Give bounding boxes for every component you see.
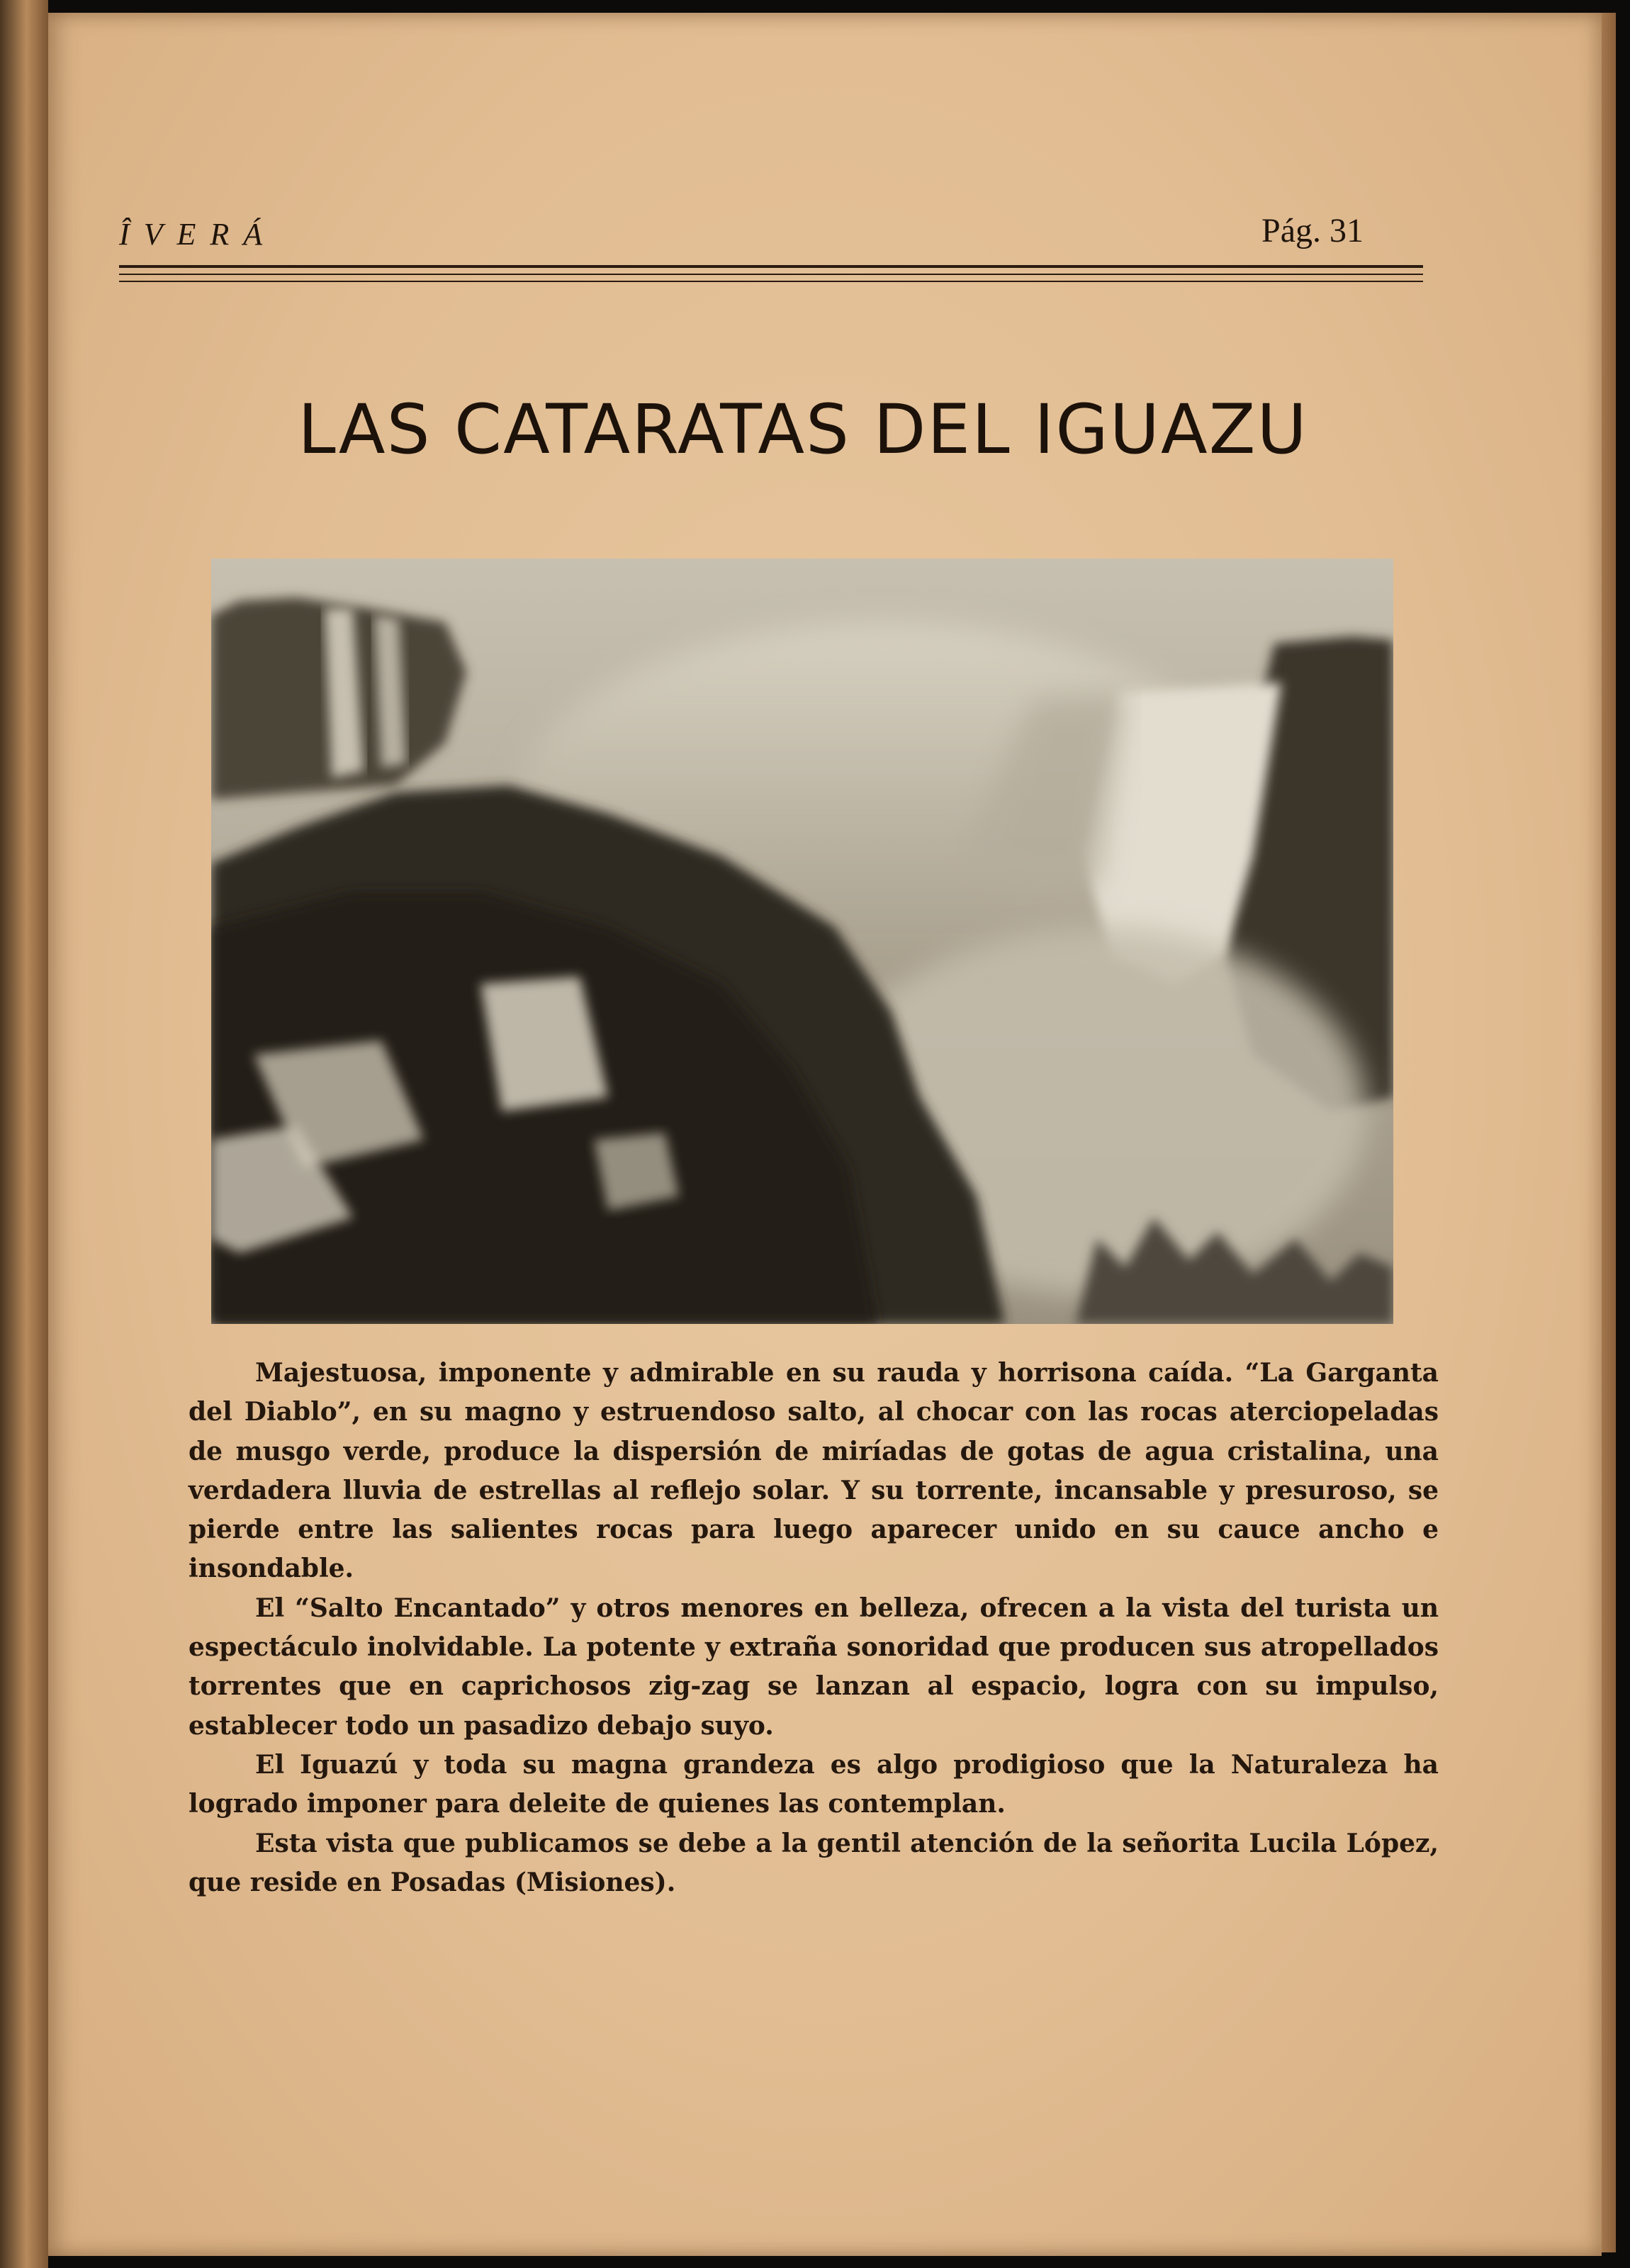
paragraph: Majestuosa, imponente y admirable en su rauda y horrisona caída. “La Garganta del Diablo”, en su magno y estruendoso salto, al chocar con las rocas aterciopeladas de musgo verde, produce la dispersión de miríadas de gotas de agua cristalina, una verdadera lluvia de estrellas al reflejo solar. Y su torrente, incansable y presuroso, se pierde entre las salientes rocas para luego aparecer unido en su cauce ancho e insondable. <box>189 1358 1439 1584</box>
article-title: LAS CATARATAS DEL IGUAZU <box>298 390 1308 469</box>
article-body <box>189 1354 1439 1902</box>
header-rule <box>119 274 1423 275</box>
header-rule <box>119 281 1423 282</box>
journal-name: ÎVERÁ <box>119 217 277 252</box>
waterfall-photo-drawing <box>211 558 1393 1324</box>
paragraph: El Iguazú y toda su magna grandeza es algo prodigioso que la Naturaleza ha logrado imponer para deleite de quienes las contemplan. <box>189 1749 1439 1819</box>
paragraph: El “Salto Encantado” y otros menores en belleza, ofrecen a la vista del turista un espectáculo inolvidable. La potente y extraña sonoridad que producen sus atropellados torrentes que en caprichosos zig-zag se lanzan al espacio, logra con su impulso, establecer todo un pasadizo debajo suyo. <box>189 1593 1439 1741</box>
page-number: Pág. 31 <box>1261 212 1364 249</box>
waterfall-photo <box>211 558 1393 1324</box>
header-rule <box>119 265 1423 268</box>
facing-page-edge <box>0 0 48 2268</box>
paragraph: Esta vista que publicamos se debe a la gentil atención de la señorita Lucila López, que reside en Posadas (Misiones). <box>189 1828 1439 1897</box>
